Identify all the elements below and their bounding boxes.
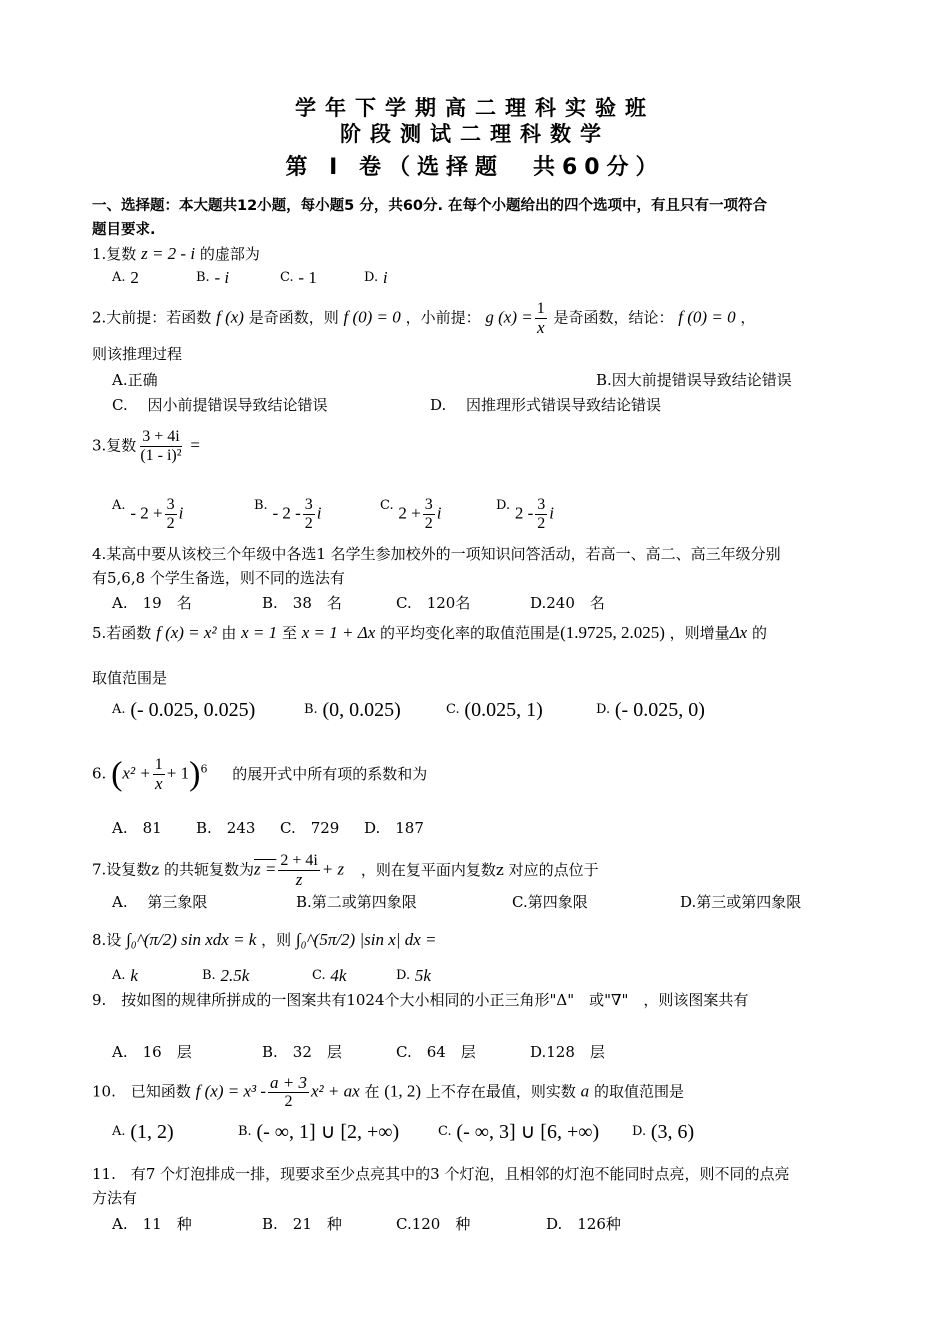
q6-option-a[interactable]: A. 81	[112, 819, 162, 837]
q6-option-d[interactable]: D. 187	[364, 819, 424, 837]
q5-option-d[interactable]: D. (- 0.025, 0)	[596, 699, 705, 721]
q7-fraction: $\frac{2 + 4i}{z}$	[280, 852, 318, 889]
q3-fraction: $\frac{3 + 4i}{\text{(1 - i)²}}$	[140, 428, 182, 464]
q2-option-a[interactable]: A.正确	[112, 371, 158, 389]
q2-option-b[interactable]: B.因大前提错误导致结论错误	[596, 371, 792, 389]
question-3: 3.复数 $\frac{3 + 4i}{\text{(1 - i)²}}$ =	[92, 428, 200, 464]
q9-option-c[interactable]: C. 64 层	[396, 1043, 476, 1061]
q8-option-a[interactable]: A. k	[112, 966, 138, 985]
question-1	[92, 244, 260, 264]
q4-option-b[interactable]: B. 38 名	[262, 594, 342, 612]
q6-option-b[interactable]: B. 243	[196, 819, 256, 837]
q11-option-b[interactable]: B. 21 种	[262, 1215, 342, 1233]
q5-stem-cont: 取值范围是	[92, 669, 168, 687]
q4-option-d[interactable]: D.240 名	[530, 594, 605, 612]
q9-option-d[interactable]: D.128 层	[530, 1043, 605, 1061]
q1-option-d[interactable]: D. i	[364, 268, 388, 287]
q1-option-b[interactable]: B. - i	[196, 268, 230, 287]
q11-stem-cont: 方法有	[92, 1189, 138, 1207]
q10-option-b[interactable]: B. (- ∞, 1] ∪ [2, +∞)	[238, 1121, 400, 1143]
q10-fraction: $\frac{a + 3}{2}$	[270, 1073, 307, 1110]
exam-title: 学年下学期高二理科实验班	[295, 96, 655, 120]
q8-option-d[interactable]: D. 5k	[396, 966, 431, 985]
question-7: 7.设复数z 的共轭复数为z = $\frac{2 + 4i}{z}$ + z ，则在复平面内复数z 对应的点位于	[92, 852, 599, 889]
question-2: 2.大前提：若函数 f (x) 是奇函数，则 f (0) = 0 ，小前提： g (x) = $\frac{1}{x}$ 是奇函数，结论： f (0) = 0 ，	[92, 300, 756, 337]
q5-option-a[interactable]: A. (- 0.025, 0.025)	[112, 699, 256, 721]
section-heading: 一、选择题：本大题共12小题，每小题5 分，共60分. 在每个小题给出的四个选项中，有且只有一项符合	[92, 198, 768, 214]
q3-option-b[interactable]: B. - 2 - $\frac{3}{2}$ i	[254, 496, 322, 532]
q1-option-c[interactable]: C. - 1	[280, 268, 317, 287]
q3-d-fraction: $\frac{3}{2}$	[537, 496, 546, 532]
q9-option-a[interactable]: A. 16 层	[112, 1043, 192, 1061]
q4-option-a[interactable]: A. 19 名	[112, 594, 192, 612]
question-5: 5.若函数 f (x) = x² 由 x = 1 至 x = 1 + Δx 的平均变化率的取值范围是(1.9725, 2.025) ，则增量Δx 的	[92, 623, 768, 642]
q7-option-a[interactable]: A. 第三象限	[112, 893, 208, 911]
q7-option-b[interactable]: B.第二或第四象限	[296, 893, 417, 911]
q8-option-c[interactable]: C. 4k	[312, 966, 347, 985]
question-4: 4.某高中要从该校三个年级中各选1 名学生参加校外的一项知识问答活动，若高一、高二、高三年级分别	[92, 545, 781, 563]
question-10: 10. 已知函数 f (x) = x³ - $\frac{a + 3}{2}$ x² + ax 在 (1, 2) 上不存在最值，则实数 a 的取值范围是	[92, 1073, 684, 1110]
q10-option-d[interactable]: D. (3, 6)	[632, 1121, 695, 1143]
question-8: 8.设 ∫₀^(π/2) sin xdx = k ，则 ∫₀^(5π/2) |sin x| dx =	[92, 930, 437, 949]
q7-option-c[interactable]: C.第四象限	[512, 893, 588, 911]
q3-c-fraction: $\frac{3}{2}$	[424, 496, 433, 532]
q3-a-fraction: $\frac{3}{2}$	[166, 496, 175, 532]
q3-b-fraction: $\frac{3}{2}$	[304, 496, 313, 532]
q1-stem: 1.复数	[92, 245, 137, 263]
q3-option-c[interactable]: C. 2 + $\frac{3}{2}$ i	[380, 496, 442, 532]
q2-stem-cont: 则该推理过程	[92, 345, 183, 363]
q4-option-c[interactable]: C. 120名	[396, 594, 471, 612]
q7-option-d[interactable]: D.第三或第四象限	[680, 893, 802, 911]
question-11: 11. 有7 个灯泡排成一排，现要求至少点亮其中的3 个灯泡，且相邻的灯泡不能同时点亮，则不同的点亮	[92, 1165, 790, 1183]
q2-option-d[interactable]: D. 因推理形式错误导致结论错误	[430, 396, 662, 414]
q3-option-a[interactable]: A. - 2 + $\frac{3}{2}$ i	[112, 496, 184, 532]
q9-option-b[interactable]: B. 32 层	[262, 1043, 342, 1061]
q5-option-b[interactable]: B. (0, 0.025)	[304, 699, 401, 721]
question-9: 9. 按如图的规律所拼成的一图案共有1024个大小相同的小正三角形"Δ" 或"∇" ，则该图案共有	[92, 991, 749, 1009]
q11-option-c[interactable]: C.120 种	[396, 1215, 471, 1233]
section-heading-cont: 题目要求.	[92, 222, 156, 238]
q2-fraction: $\frac{1}{x}$	[536, 300, 545, 337]
q3-option-d[interactable]: D. 2 - $\frac{3}{2}$ i	[496, 496, 555, 532]
q4-stem-cont: 有5,6,8 个学生备选，则不同的选法有	[92, 569, 345, 587]
exam-subtitle: 阶段测试二理科数学	[340, 122, 610, 146]
part-heading: 第 I 卷（选择题 共60分）	[285, 155, 665, 180]
q8-option-b[interactable]: B. 2.5k	[202, 966, 250, 985]
q1-stem-tail: 的虚部为	[199, 245, 260, 263]
q6-option-c[interactable]: C. 729	[280, 819, 340, 837]
question-6: 6. (x² + $\frac{1}{x}$ + 1)$^6$ 的展开式中所有项的系数和为	[92, 755, 428, 793]
q10-option-a[interactable]: A. (1, 2)	[112, 1121, 174, 1143]
q5-option-c[interactable]: C. (0.025, 1)	[446, 699, 543, 721]
q11-option-d[interactable]: D. 126种	[546, 1215, 621, 1233]
q10-option-c[interactable]: C. (- ∞, 3] ∪ [6, +∞)	[438, 1121, 600, 1143]
q1-expression: z = 2 - i	[141, 244, 196, 263]
q2-option-c[interactable]: C. 因小前提错误导致结论错误	[112, 396, 328, 414]
q11-option-a[interactable]: A. 11 种	[112, 1215, 192, 1233]
q1-option-a[interactable]: A. 2	[112, 268, 139, 287]
q6-fraction: $\frac{1}{x}$	[154, 756, 163, 793]
